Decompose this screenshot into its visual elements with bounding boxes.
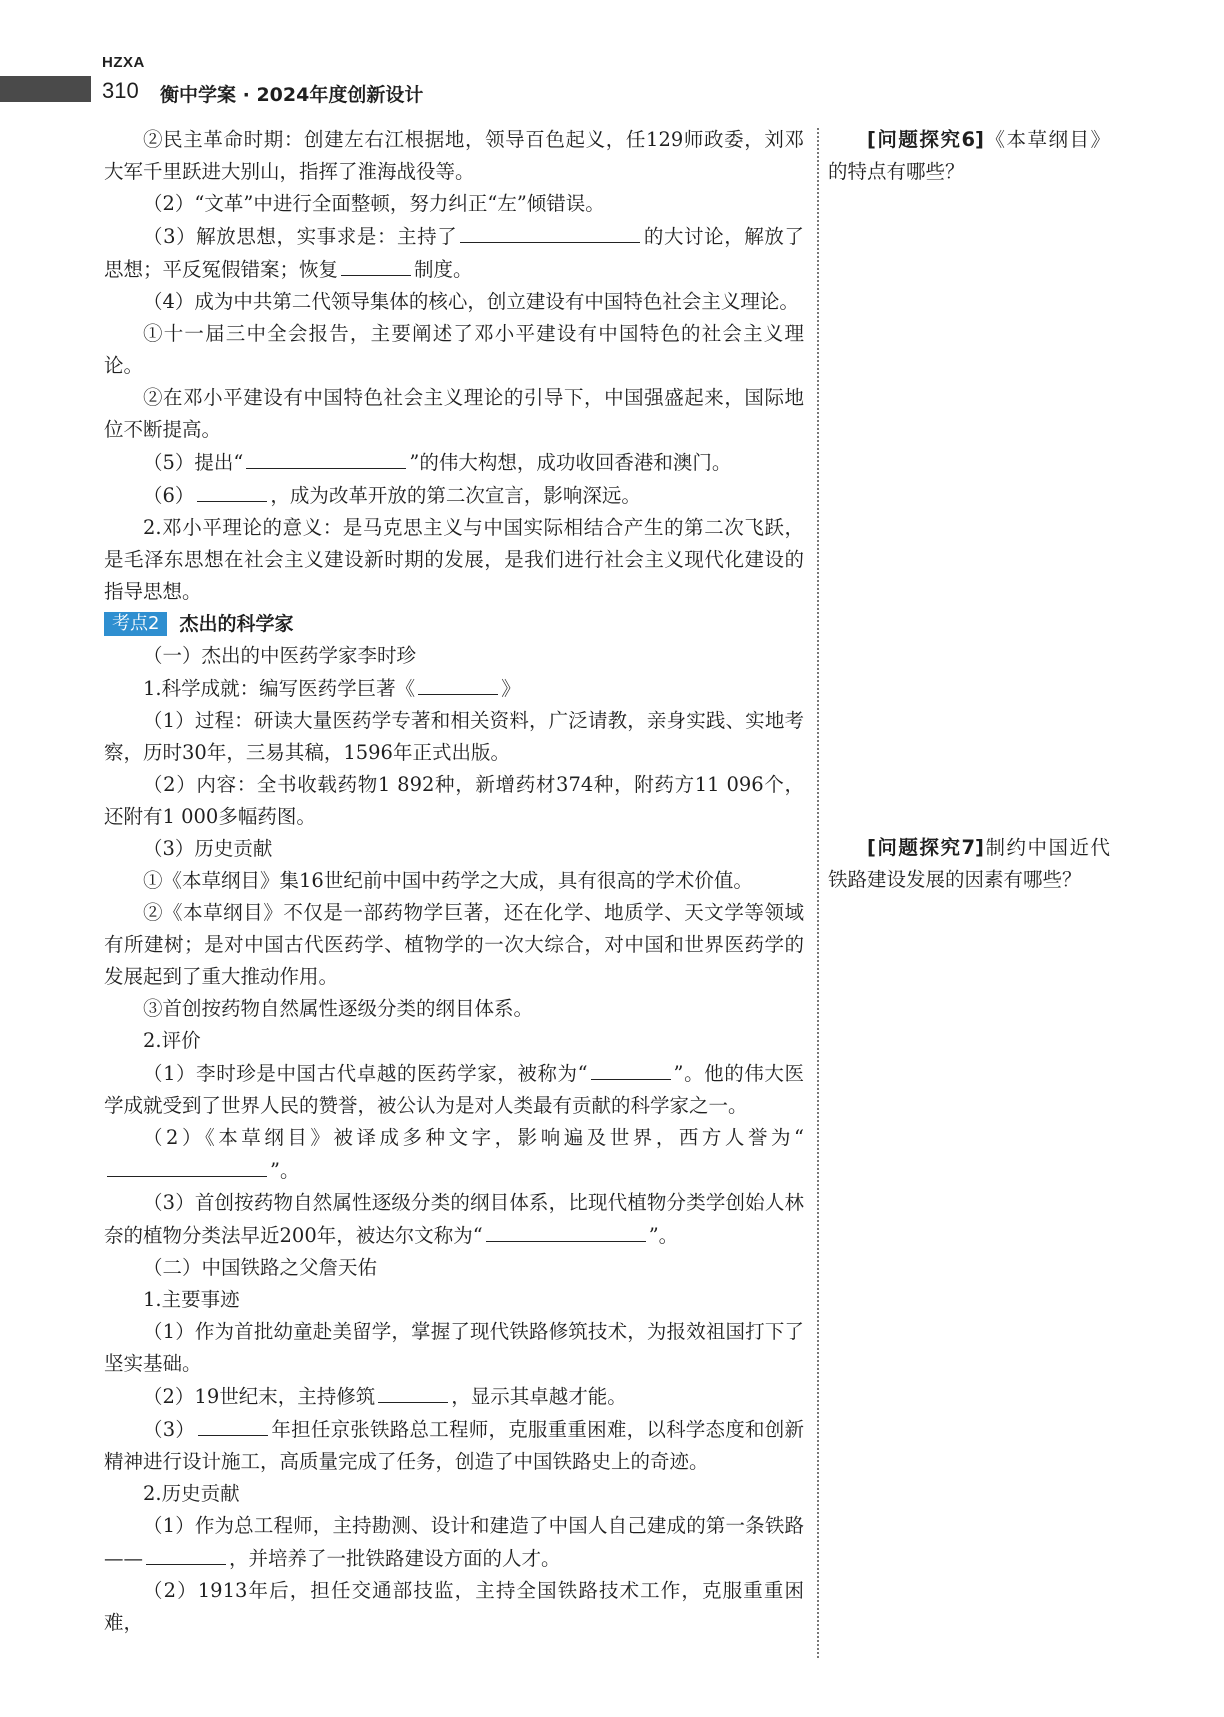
paragraph: （2）《本草纲目》被译成多种文字，影响遍及世界，西方人誉为“”。 bbox=[104, 1122, 804, 1187]
paragraph: ②民主革命时期：创建左右江根据地，领导百色起义，任129师政委，刘邓大军千里跃进大别山，指挥了淮海战役等。 bbox=[104, 128, 804, 183]
sidebar-question-6 bbox=[828, 124, 1110, 188]
paragraph: （3） 年担任京张铁路总工程师，克服重重困难，以科学态度和创新精神进行设计施工，高质量完成了任务，创造了中国铁路史上的奇迹。 bbox=[104, 1413, 804, 1478]
fill-blank[interactable] bbox=[418, 672, 498, 695]
fill-blank[interactable] bbox=[197, 479, 267, 502]
paragraph: ①十一届三中全会报告，主要阐述了邓小平建设有中国特色的社会主义理论。 bbox=[104, 322, 804, 377]
paragraph: （一）杰出的中医药学家李时珍 bbox=[143, 644, 417, 667]
paragraph: （3）首创按药物自然属性逐级分类的纲目体系，比现代植物分类学创始人林奈的植物分类法早近200年，被达尔文称为“ ”。 bbox=[104, 1191, 804, 1247]
paragraph: （3）历史贡献 bbox=[143, 837, 273, 860]
paragraph: （6） ，成为改革开放的第二次宣言，影响深远。 bbox=[104, 479, 804, 512]
fill-blank[interactable] bbox=[460, 220, 640, 243]
page-number: 310 bbox=[102, 78, 139, 103]
section-badge: 考点2 bbox=[104, 612, 167, 636]
column-divider bbox=[817, 128, 819, 1658]
fill-blank[interactable] bbox=[486, 1219, 646, 1242]
header-bar bbox=[0, 76, 91, 102]
main-column bbox=[104, 124, 804, 1639]
paragraph: （1）作为首批幼童赴美留学，掌握了现代铁路修筑技术，为报效祖国打下了坚实基础。 bbox=[104, 1320, 804, 1375]
sidebar-question-7 bbox=[828, 832, 1110, 896]
paragraph: 2.历史贡献 bbox=[143, 1482, 240, 1505]
paragraph: （1）作为总工程师，主持勘测、设计和建造了中国人自己建成的第一条铁路—— ，并培养了一批铁路建设方面的人才。 bbox=[104, 1514, 804, 1570]
paragraph: 1.科学成就：编写医药学巨著《 》 bbox=[104, 672, 804, 705]
paragraph: （2）1913年后，担任交通部技监，主持全国铁路技术工作，克服重重困难， bbox=[104, 1579, 804, 1634]
fill-blank[interactable] bbox=[246, 446, 406, 469]
paragraph: 2.邓小平理论的意义：是马克思主义与中国实际相结合产生的第二次飞跃，是毛泽东思想在社会主义建设新时期的发展，是我们进行社会主义现代化建设的指导思想。 bbox=[104, 516, 804, 603]
paragraph: 2.评价 bbox=[143, 1029, 201, 1052]
paragraph: ②在邓小平建设有中国特色社会主义理论的引导下，中国强盛起来，国际地位不断提高。 bbox=[104, 386, 804, 441]
question-text: 制约中国近代铁路建设发展的因素有哪些？ bbox=[828, 836, 1110, 891]
fill-blank[interactable] bbox=[107, 1154, 267, 1177]
paragraph: （2）“文革”中进行全面整顿，努力纠正“左”倾错误。 bbox=[143, 192, 605, 215]
paragraph: （5）提出“ ”的伟大构想，成功收回香港和澳门。 bbox=[104, 446, 804, 479]
brand-mark: HZXA bbox=[102, 54, 145, 71]
paragraph: （3）解放思想，实事求是：主持了 的大讨论，解放了思想；平反冤假错案；恢复 制度。 bbox=[104, 220, 804, 286]
paragraph: ②《本草纲目》不仅是一部药物学巨著，还在化学、地质学、天文学等领域有所建树；是对中国古代医药学、植物学的一次大综合，对中国和世界医药学的发展起到了重大推动作用。 bbox=[104, 901, 804, 988]
paragraph: ③首创按药物自然属性逐级分类的纲目体系。 bbox=[143, 997, 534, 1020]
question-tag: [问题探究7] bbox=[867, 836, 984, 859]
section-heading bbox=[104, 608, 804, 640]
fill-blank[interactable] bbox=[198, 1413, 268, 1436]
question-text: 《本草纲目》的特点有哪些？ bbox=[828, 128, 1110, 183]
paragraph: （1）过程：研读大量医药学专著和相关资料，广泛请教，亲身实践、实地考察，历时30年，三易其稿，1596年正式出版。 bbox=[104, 709, 804, 764]
section-title: 杰出的科学家 bbox=[179, 613, 294, 635]
paragraph: （1）李时珍是中国古代卓越的医药学家，被称为“ ”。他的伟大医学成就受到了世界人民的赞誉，被公认为是对人类最有贡献的科学家之一。 bbox=[104, 1057, 804, 1122]
paragraph: （2）19世纪末，主持修筑 ，显示其卓越才能。 bbox=[104, 1380, 804, 1413]
paragraph: （2）内容：全书收载药物1 892种，新增药材374种，附药方11 096个，还附有1 000多幅药图。 bbox=[104, 773, 804, 828]
paragraph: （二）中国铁路之父詹天佑 bbox=[143, 1256, 378, 1279]
paragraph: ①《本草纲目》集16世纪前中国中药学之大成，具有很高的学术价值。 bbox=[143, 869, 753, 892]
fill-blank[interactable] bbox=[341, 253, 411, 276]
paragraph: （4）成为中共第二代领导集体的核心，创立建设有中国特色社会主义理论。 bbox=[143, 290, 799, 313]
paragraph: 1.主要事迹 bbox=[143, 1288, 240, 1311]
question-tag: [问题探究6] bbox=[867, 128, 984, 151]
fill-blank[interactable] bbox=[146, 1542, 226, 1565]
fill-blank[interactable] bbox=[378, 1380, 448, 1403]
fill-blank[interactable] bbox=[591, 1057, 671, 1080]
book-title: 衡中学案 · 2024年度创新设计 bbox=[160, 84, 424, 106]
